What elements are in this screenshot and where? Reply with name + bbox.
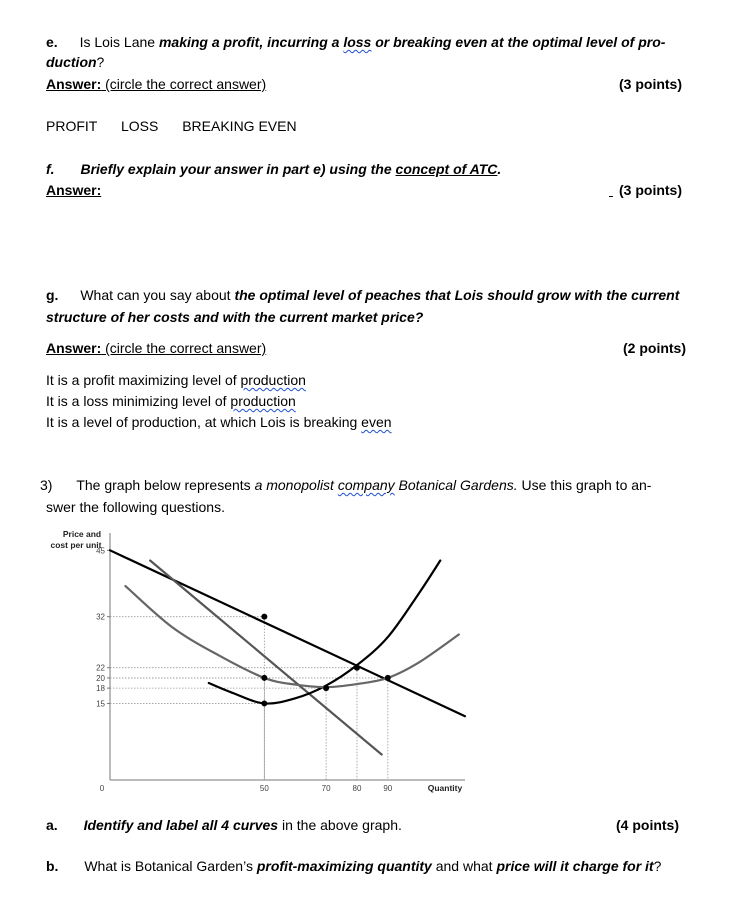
q3a-question [46,816,402,834]
part-e-line2-bold: duction [46,54,97,70]
q3-intro-line2: swer the following questions. [46,499,225,515]
q3a-text: in the above graph. [278,817,402,833]
q3-number: 3) [40,477,53,493]
part-e-question [46,33,665,51]
part-e-answer [46,75,266,93]
part-f-points-text: (3 points) [619,182,682,198]
part-e-bold-1: making a profit, incurring a [158,34,344,50]
q3b-text-end: ? [653,858,662,874]
part-e-options [46,117,297,135]
part-f-bold: Briefly explain your answer in part e) using the [80,161,396,177]
q3-text-italic-1: a monopolist [254,477,338,493]
q3b-letter: b. [46,858,59,874]
y-tick-label: 45 [96,546,105,556]
part-e-loss: loss [343,34,372,50]
part-e-points: (3 points) [619,76,682,92]
q3b-question [46,857,661,875]
part-f-answer-label: Answer: [46,182,102,198]
option-breaking-even[interactable]: BREAKING EVEN [182,118,297,134]
y-axis-label-line2: cost per unit [50,540,102,550]
x-tick-label: 50 [259,784,269,793]
x-axis-label: Quantity [427,783,463,793]
part-g-option-2[interactable] [46,392,296,410]
y-tick-label: 18 [96,684,105,694]
part-e-bold-2: or breaking even at the optimal level of pro- [371,34,666,50]
y-tick-label: 32 [96,612,105,622]
option-text: It is a profit maximizing level of [46,372,241,388]
q3b-text-pre: What is Botanical Garden’s [84,858,257,874]
y-tick-label: 15 [96,699,105,709]
x-tick-label: 80 [352,784,362,793]
part-g-text: What can you say about [80,287,235,303]
option-text: It is a level of production, at which Lois is breaking [46,414,362,430]
x-tick-label: 70 [321,784,331,793]
part-e-line2-end: ? [96,54,105,70]
part-g-points: (2 points) [623,340,686,356]
intersection-point [261,700,267,706]
part-f-letter: f. [46,161,55,177]
option-text: It is a loss minimizing level of [46,393,231,409]
option-underlined: even [361,414,392,430]
part-g-bold-1: the optimal level of peaches that Lois should grow with the current [234,287,680,303]
intersection-point [323,685,329,691]
part-g-answer-note: (circle the correct answer) [101,340,267,356]
monopoly-chart [40,525,480,800]
intersection-point [385,675,391,681]
q3a-points: (4 points) [616,817,679,833]
q3a-letter: a. [46,817,58,833]
intersection-point [261,675,267,681]
y-axis-label-line1: Price and [62,529,102,539]
marginal-revenue-curve [150,561,382,755]
part-e-letter: e. [46,34,58,50]
x-tick-label: 0 [99,784,105,793]
intersection-point [261,614,267,620]
part-e-text: Is Lois Lane [79,34,159,50]
option-loss[interactable]: LOSS [120,118,159,134]
part-g-option-1[interactable] [46,371,306,389]
marginal-cost-curve [209,561,441,704]
q3-text-pre: The graph below represents [76,477,255,493]
y-tick-label: 20 [96,673,105,683]
x-tick-label: 90 [383,784,393,793]
q3b-bold-1: profit-maximizing quantity [256,858,432,874]
part-f-points [609,181,682,199]
q3-intro [40,476,651,494]
part-f-question [46,160,501,178]
y-tick-label: 22 [96,663,105,673]
part-g-option-3[interactable] [46,413,392,431]
part-f-end: . [497,161,502,177]
part-e-answer-note: (circle the correct answer) [101,76,267,92]
q3-text-italic-2: Botanical Gardens. [394,477,518,493]
option-underlined: production [230,393,296,409]
intersection-point [354,665,360,671]
q3a-bold: Identify and label all 4 curves [83,817,279,833]
option-underlined: production [240,372,306,388]
part-g-letter: g. [46,287,59,303]
part-e-question-line2 [46,53,104,71]
part-e-answer-label: Answer: [46,76,102,92]
part-g-question-line2: structure of her costs and with the current market price? [46,309,424,325]
part-g-question [46,286,679,304]
part-g-answer [46,339,266,357]
option-profit[interactable]: PROFIT [46,118,98,134]
q3-text-post: Use this graph to an- [517,477,652,493]
q3-text-company: company [337,477,395,493]
q3b-bold-2: price will it charge for it [496,858,654,874]
part-g-answer-label: Answer: [46,340,102,356]
part-f-concept: concept of ATC [395,161,498,177]
demand-curve [110,550,465,716]
q3b-text-mid: and what [431,858,497,874]
